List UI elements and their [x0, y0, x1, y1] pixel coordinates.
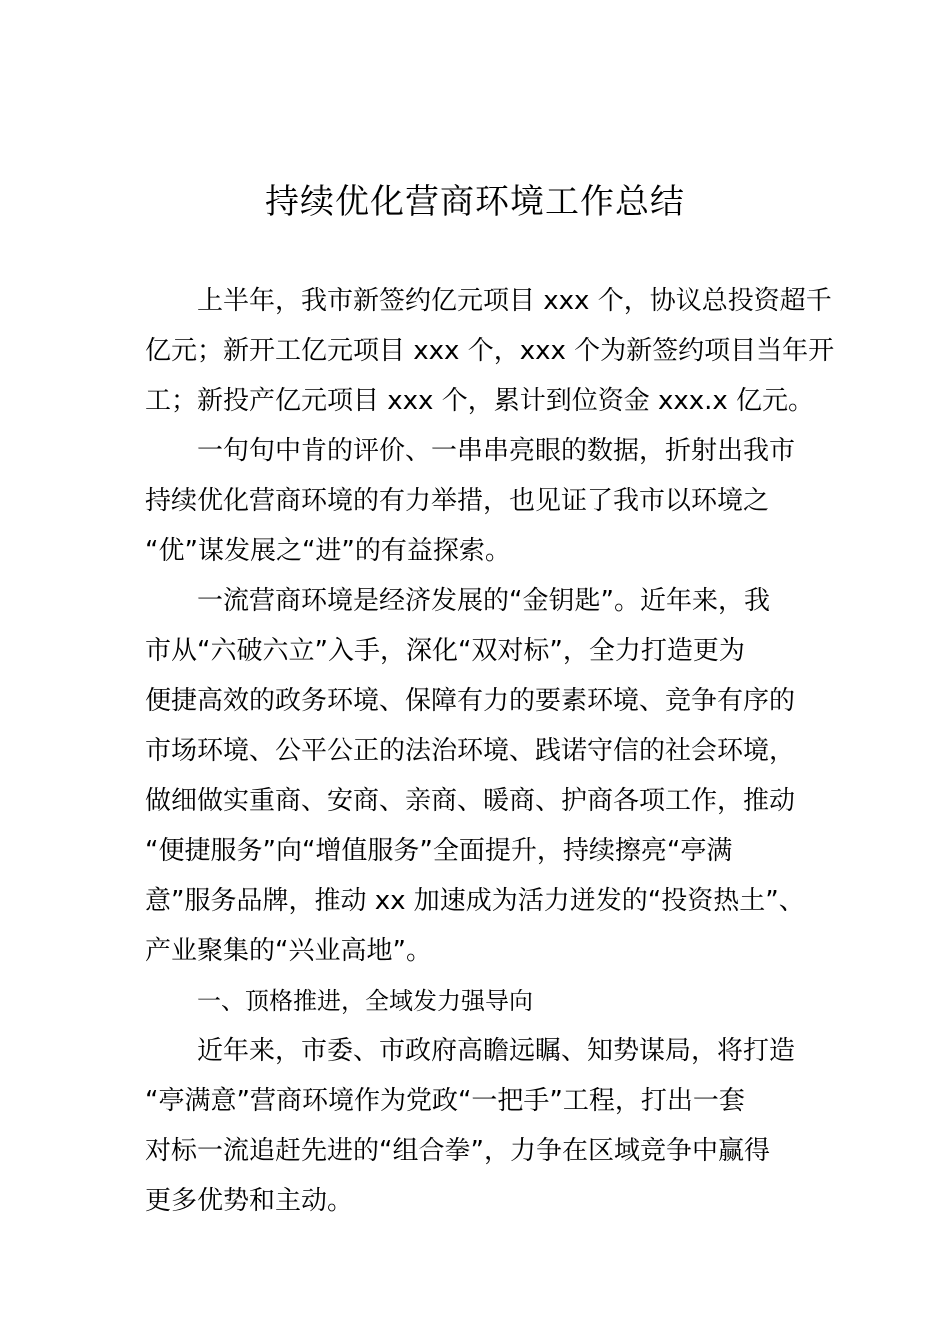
- paragraph-1-line-2: 亿元；新开工亿元项目 xxx 个，xxx 个为新签约项目当年开: [145, 336, 835, 366]
- paragraph-4-line-4: 更多优势和主动。: [145, 1186, 354, 1216]
- paragraph-2-line-2: 持续优化营商环境的有力举措，也见证了我市以环境之: [145, 486, 770, 516]
- paragraph-3-line-7: 意”服务品牌，推动 xx 加速成为活力迸发的“投资热土”、: [145, 886, 805, 916]
- paragraph-3-line-8: 产业聚集的“兴业高地”。: [145, 936, 432, 966]
- paragraph-4-line-1: 近年来，市委、市政府高瞻远瞩、知势谋局，将打造: [197, 1036, 796, 1066]
- document-title: 持续优化营商环境工作总结: [265, 182, 685, 222]
- section-heading: 一、顶格推进，全域发力强导向: [197, 987, 533, 1015]
- paragraph-4-line-2: “亭满意”营商环境作为党政“一把手”工程，打出一套: [145, 1086, 745, 1116]
- paragraph-2-line-3: “优”谋发展之“进”的有益探索。: [145, 536, 511, 566]
- paragraph-3-line-4: 市场环境、公平公正的法治环境、践诺守信的社会环境，: [145, 736, 796, 766]
- paragraph-4-line-3: 对标一流追赶先进的“组合拳”，力争在区域竞争中赢得: [145, 1136, 770, 1166]
- paragraph-1-line-1: 上半年，我市新签约亿元项目 xxx 个，协议总投资超千: [197, 286, 832, 316]
- paragraph-3-line-3: 便捷高效的政务环境、保障有力的要素环境、竞争有序的: [145, 686, 796, 716]
- paragraph-2-line-1: 一句句中肯的评价、一串串亮眼的数据，折射出我市: [197, 436, 796, 466]
- document-body: [145, 276, 835, 1226]
- paragraph-3-line-6: “便捷服务”向“增值服务”全面提升，持续擦亮“亭满: [145, 836, 733, 866]
- paragraph-1-line-3: 工；新投产亿元项目 xxx 个，累计到位资金 xxx.x 亿元。: [145, 386, 815, 416]
- paragraph-3-line-5: 做细做实重商、安商、亲商、暖商、护商各项工作，推动: [145, 786, 796, 816]
- paragraph-3-line-2: 市从“六破六立”入手，深化“双对标”，全力打造更为: [145, 636, 745, 666]
- paragraph-3-line-1: 一流营商环境是经济发展的“金钥匙”。近年来，我: [197, 586, 770, 616]
